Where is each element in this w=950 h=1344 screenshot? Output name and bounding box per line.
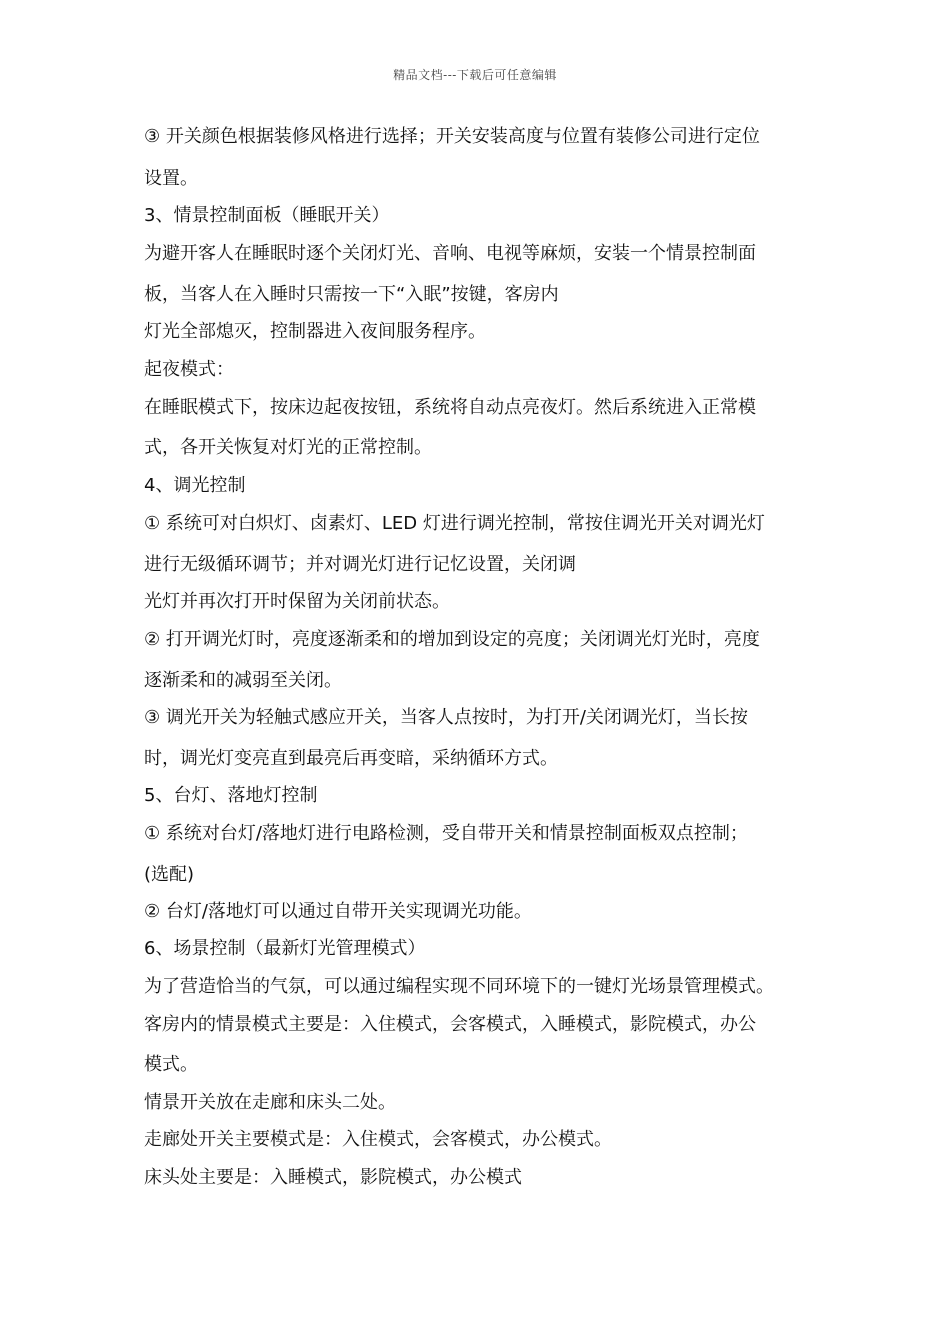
text-line: 模式。: [144, 1054, 198, 1075]
section-heading: 4、调光控制: [144, 475, 246, 496]
text-line: 起夜模式：: [144, 359, 234, 380]
text-line: ① 系统可对白炽灯、卤素灯、LED 灯进行调光控制，常按住调光开关对调光灯: [144, 513, 765, 534]
text-line: ③ 开关颜色根据装修风格进行选择；开关安装高度与位置有装修公司进行定位: [144, 126, 760, 147]
text-line: ② 打开调光灯时，亮度逐渐柔和的增加到设定的亮度；关闭调光灯光时，亮度: [144, 629, 760, 650]
text-line: (选配): [144, 864, 195, 885]
text-line: 客房内的情景模式主要是：入住模式，会客模式，入睡模式，影院模式，办公: [144, 1014, 756, 1035]
text-line: 为避开客人在睡眠时逐个关闭灯光、音响、电视等麻烦，安装一个情景控制面: [144, 243, 756, 264]
text-line: ③ 调光开关为轻触式感应开关，当客人点按时，为打开/关闭调光灯，当长按: [144, 707, 748, 728]
text-line: 走廊处开关主要模式是：入住模式，会客模式，办公模式。: [144, 1129, 612, 1150]
text-line: 进行无级循环调节；并对调光灯进行记忆设置，关闭调: [144, 554, 576, 575]
section-heading: 3、情景控制面板（睡眠开关）: [144, 205, 390, 226]
text-line: 时，调光灯变亮直到最亮后再变暗，采纳循环方式。: [144, 748, 558, 769]
text-line: 设置。: [144, 168, 198, 189]
text-line: 逐渐柔和的减弱至关闭。: [144, 670, 342, 691]
text-line: 式，各开关恢复对灯光的正常控制。: [144, 437, 432, 458]
text-line: 灯光全部熄灭，控制器进入夜间服务程序。: [144, 321, 486, 342]
text-line: ② 台灯/落地灯可以通过自带开关实现调光功能。: [144, 901, 532, 922]
text-line: 为了营造恰当的气氛，可以通过编程实现不同环境下的一键灯光场景管理模式。: [144, 976, 774, 997]
text-line: 在睡眠模式下，按床边起夜按钮，系统将自动点亮夜灯。然后系统进入正常模: [144, 397, 756, 418]
text-line: 情景开关放在走廊和床头二处。: [144, 1092, 396, 1113]
text-line: 光灯并再次打开时保留为关闭前状态。: [144, 591, 450, 612]
text-line: 板，当客人在入睡时只需按一下“入眠”按键，客房内: [144, 284, 559, 305]
text-line: ① 系统对台灯/落地灯进行电路检测，受自带开关和情景控制面板双点控制；: [144, 823, 748, 844]
page-header: 精品文档---下载后可任意编辑: [393, 68, 557, 82]
section-heading: 5、台灯、落地灯控制: [144, 785, 318, 806]
section-heading: 6、场景控制（最新灯光管理模式）: [144, 938, 426, 959]
text-line: 床头处主要是：入睡模式，影院模式，办公模式: [144, 1167, 522, 1188]
